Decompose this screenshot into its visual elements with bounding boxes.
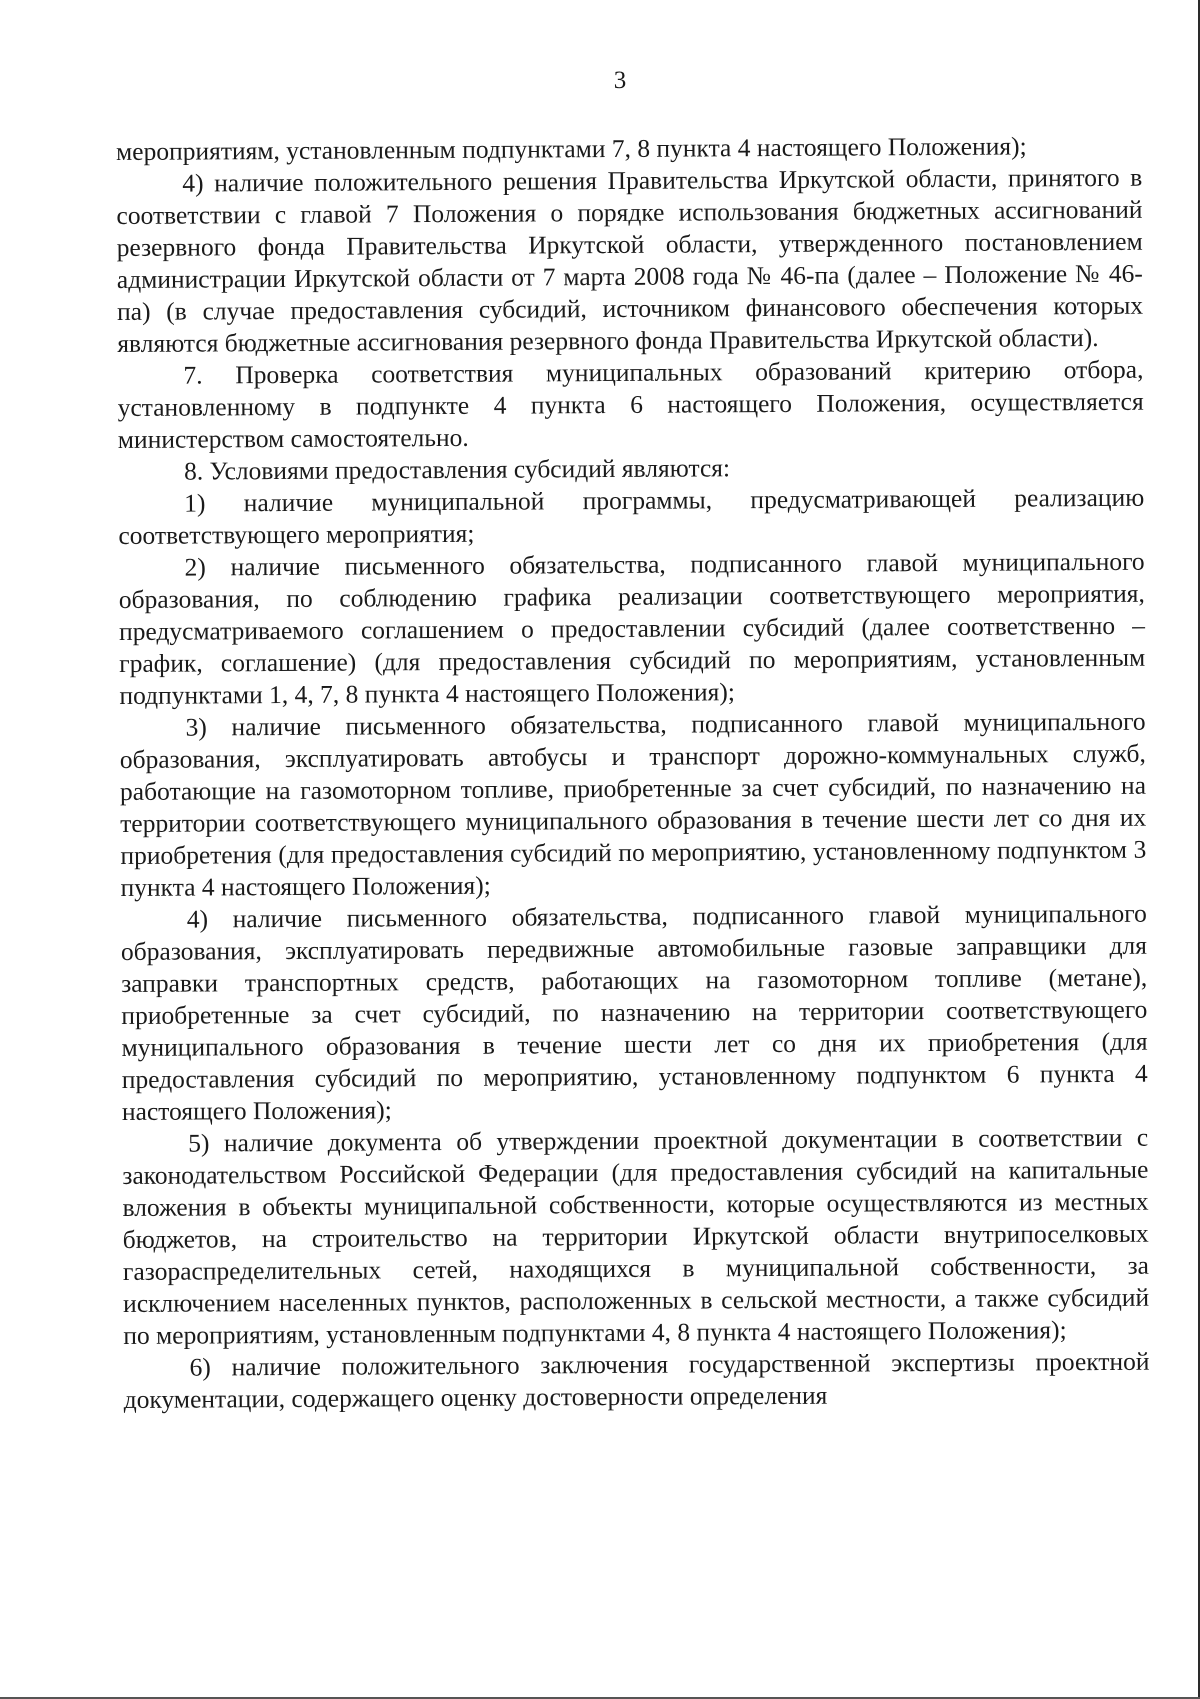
- paragraph-clause-7: 7. Проверка соответствия муниципальных образований критерию отбора, установленному в подпункте 4 пункта 6 настоящего Положения, осуществляется министерством самостоятельно.: [117, 354, 1144, 454]
- page-number: 3: [613, 67, 627, 94]
- paragraph-continuation: мероприятиям, установленным подпунктами 7, 8 пункта 4 настоящего Положения);: [116, 131, 1027, 166]
- paragraph-clause-8: 8. Условиями предоставления субсидий являются:: [183, 453, 731, 486]
- paragraph-condition-4: 4) наличие письменного обязательства, подписанного главой муниципального образования, эксплуатировать передвижные автомобильные газовые заправщики для заправки транспортных средств, работающих на газомоторном топливе (метане), приобретенные за счет субсидий, по назначению на территории соответствующего муниципального образования в течение шести лет со дня их приобретения (для предоставления субсидий по мероприятию, установленному подпунктом 6 пункта 4 настоящего Положения);: [120, 898, 1148, 1126]
- paragraph-condition-1: 1) наличие муниципальной программы, предусматривающей реализацию соответствующего мероприятия;: [118, 482, 1145, 550]
- paragraph-condition-2: 2) наличие письменного обязательства, подписанного главой муниципального образования, по соблюдению графика реализации соответствующего мероприятия, предусматриваемого соглашением о предоставлении субсидий (далее соответственно – график, соглашение) (для предоставления субсидий по мероприятиям, установленным подпунктами 1, 4, 7, 8 пункта 4 настоящего Положения);: [118, 546, 1146, 710]
- document-body: [116, 130, 1150, 1416]
- paragraph-item-4-reserve-fund: 4) наличие положительного решения Правительства Иркутской области, принятого в соответствии с главой 7 Положения о порядке использования бюджетных ассигнований резервного фонда Правительства Иркутской области, утвержденного постановлением администрации Иркутской области от 7 марта 2008 года № 46-па (далее – Положение № 46-па) (в случае предоставления субсидий, источником финансового обеспечения которых являются бюджетные ассигнования резервного фонда Правительства Иркутской области).: [116, 162, 1144, 358]
- paragraph-condition-5: 5) наличие документа об утверждении проектной документации в соответствии с законодательством Российской Федерации (для предоставления субсидий на капитальные вложения в объекты муниципальной собственности, которые осуществляются из местных бюджетов, на строительство на территории Иркутской области внутрипоселковых газораспределительных сетей, находящихся в муниципальной собственности, за исключением населенных пунктов, расположенных в сельской местности, а также субсидий по мероприятиям, установленным подпунктами 4, 8 пункта 4 настоящего Положения);: [122, 1122, 1150, 1350]
- paragraph-condition-3: 3) наличие письменного обязательства, подписанного главой муниципального образования, эксплуатировать автобусы и транспорт дорожно-коммунальных служб, работающие на газомоторном топливе, приобретенные за счет субсидий, по назначению на территории соответствующего муниципального образования в течение шести лет со дня их приобретения (для предоставления субсидий по мероприятию, установленному подпунктом 3 пункта 4 настоящего Положения);: [119, 706, 1147, 902]
- paragraph-condition-6: 6) наличие положительного заключения государственной экспертизы проектной документации, содержащего оценку достоверности определения: [123, 1346, 1150, 1414]
